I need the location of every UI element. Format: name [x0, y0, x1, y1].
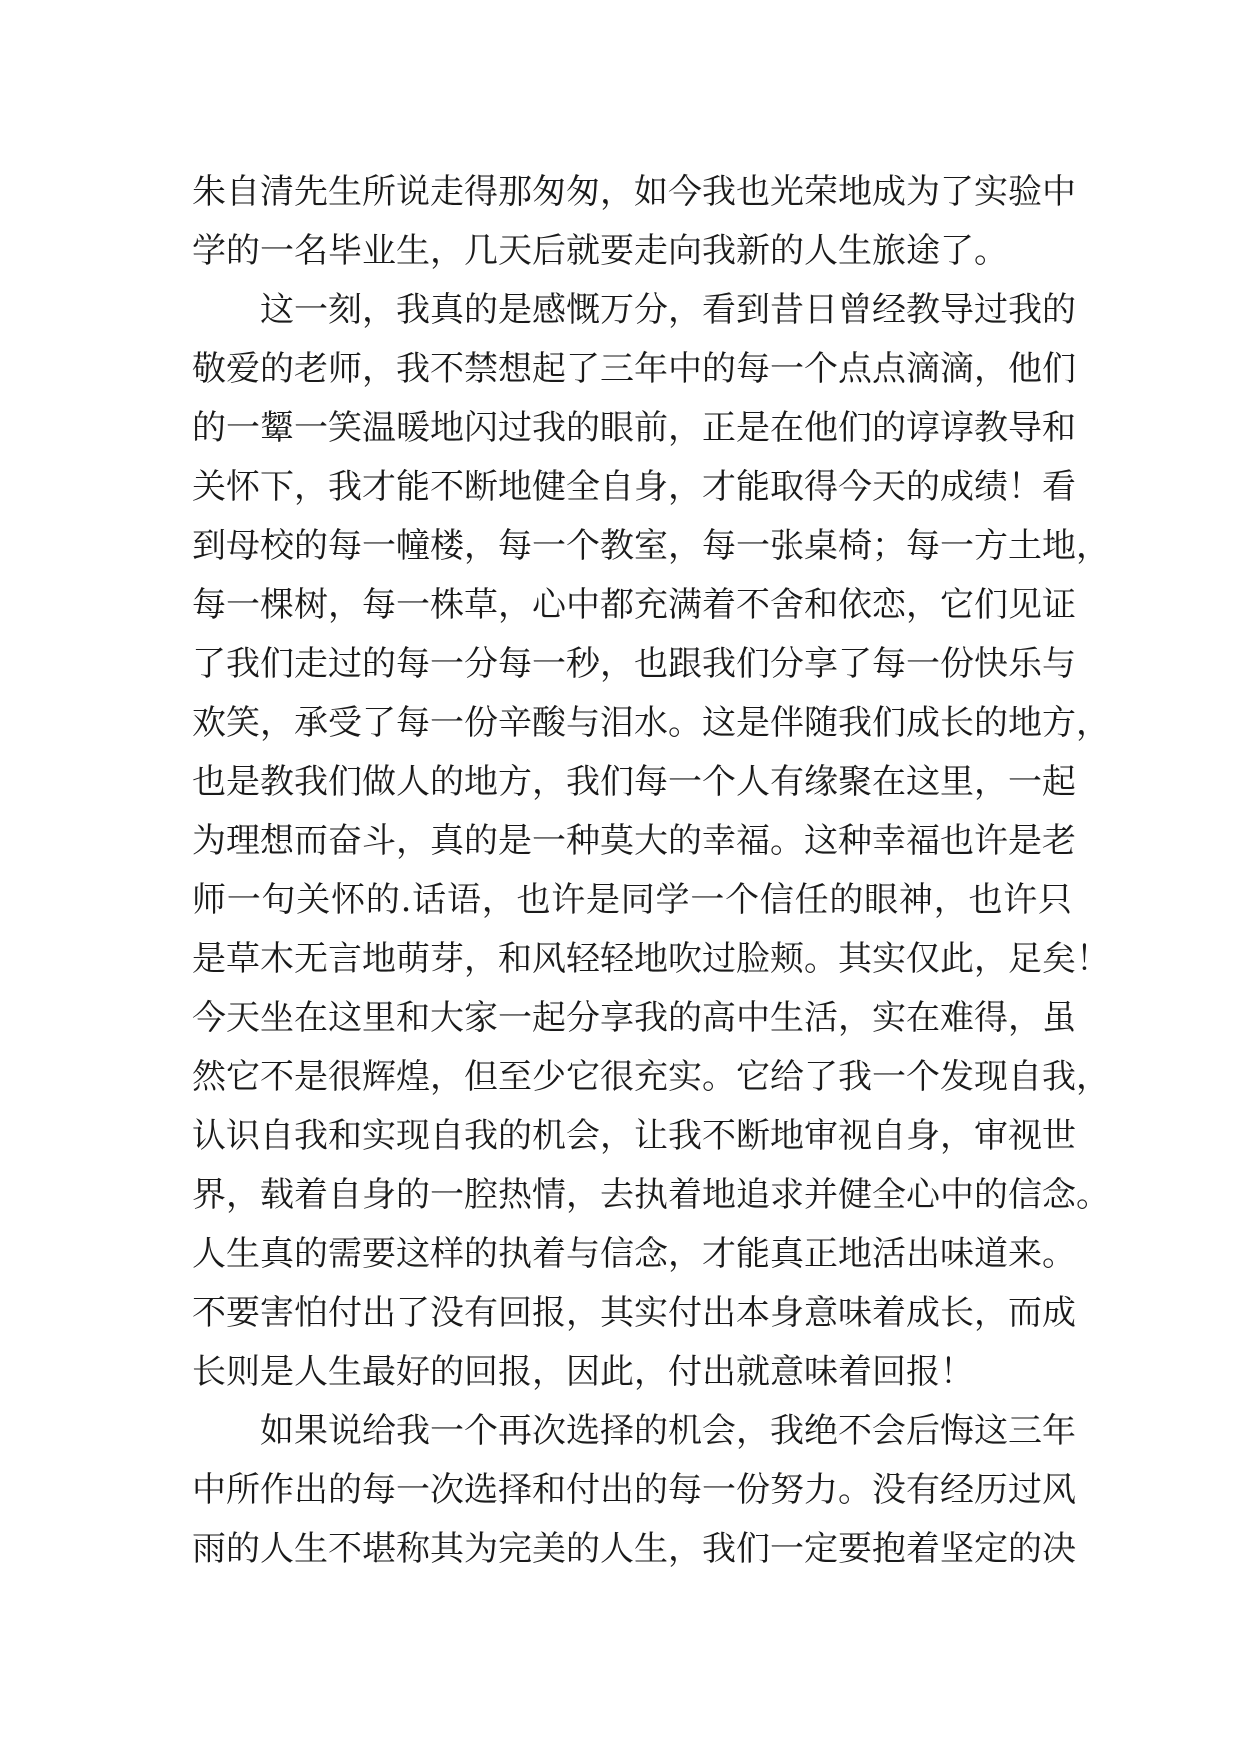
text-line: 欢笑，承受了每一份辛酸与泪水。这是伴随我们成长的地方， [192, 703, 1110, 743]
text-line: 为理想而奋斗，真的是一种莫大的幸福。这种幸福也许是老 [192, 821, 1076, 861]
text-line: 界，载着自身的一腔热情，去执着地追求并健全心中的信念。 [192, 1175, 1110, 1215]
text-line: 关怀下，我才能不断地健全自身，才能取得今天的成绩！看 [192, 467, 1076, 507]
text-line: 朱自清先生所说走得那匆匆，如今我也光荣地成为了实验中 [192, 172, 1076, 212]
text-line: 长则是人生最好的回报，因此，付出就意味着回报！ [192, 1352, 974, 1392]
text-line: 中所作出的每一次选择和付出的每一份努力。没有经历过风 [192, 1470, 1076, 1510]
text-line: 敬爱的老师，我不禁想起了三年中的每一个点点滴滴，他们 [192, 349, 1076, 389]
text-line: 如果说给我一个再次选择的机会，我绝不会后悔这三年 [260, 1411, 1076, 1451]
text-line: 每一棵树，每一株草，心中都充满着不舍和依恋，它们见证 [192, 585, 1076, 625]
text-line: 不要害怕付出了没有回报，其实付出本身意味着成长，而成 [192, 1293, 1076, 1333]
text-line: 也是教我们做人的地方，我们每一个人有缘聚在这里，一起 [192, 762, 1076, 802]
text-line: 了我们走过的每一分每一秒，也跟我们分享了每一份快乐与 [192, 644, 1076, 684]
text-line: 今天坐在这里和大家一起分享我的高中生活，实在难得，虽 [192, 998, 1076, 1038]
body-text [192, 163, 1110, 1579]
text-line: 雨的人生不堪称其为完美的人生，我们一定要抱着坚定的决 [192, 1529, 1076, 1569]
text-line: 到母校的每一幢楼，每一个教室，每一张桌椅；每一方土地， [192, 526, 1110, 566]
text-line: 人生真的需要这样的执着与信念，才能真正地活出味道来。 [192, 1234, 1076, 1274]
text-line: 这一刻，我真的是感慨万分，看到昔日曾经教导过我的 [260, 290, 1076, 330]
text-line: 学的一名毕业生，几天后就要走向我新的人生旅途了。 [192, 231, 1008, 271]
text-line: 师一句关怀的.话语，也许是同学一个信任的眼神，也许只 [192, 880, 1072, 920]
text-line: 认识自我和实现自我的机会，让我不断地审视自身，审视世 [192, 1116, 1076, 1156]
text-line: 的一颦一笑温暖地闪过我的眼前，正是在他们的谆谆教导和 [192, 408, 1076, 448]
text-line: 然它不是很辉煌，但至少它很充实。它给了我一个发现自我， [192, 1057, 1110, 1097]
text-line: 是草木无言地萌芽，和风轻轻地吹过脸颊。其实仅此，足矣！ [192, 939, 1110, 979]
